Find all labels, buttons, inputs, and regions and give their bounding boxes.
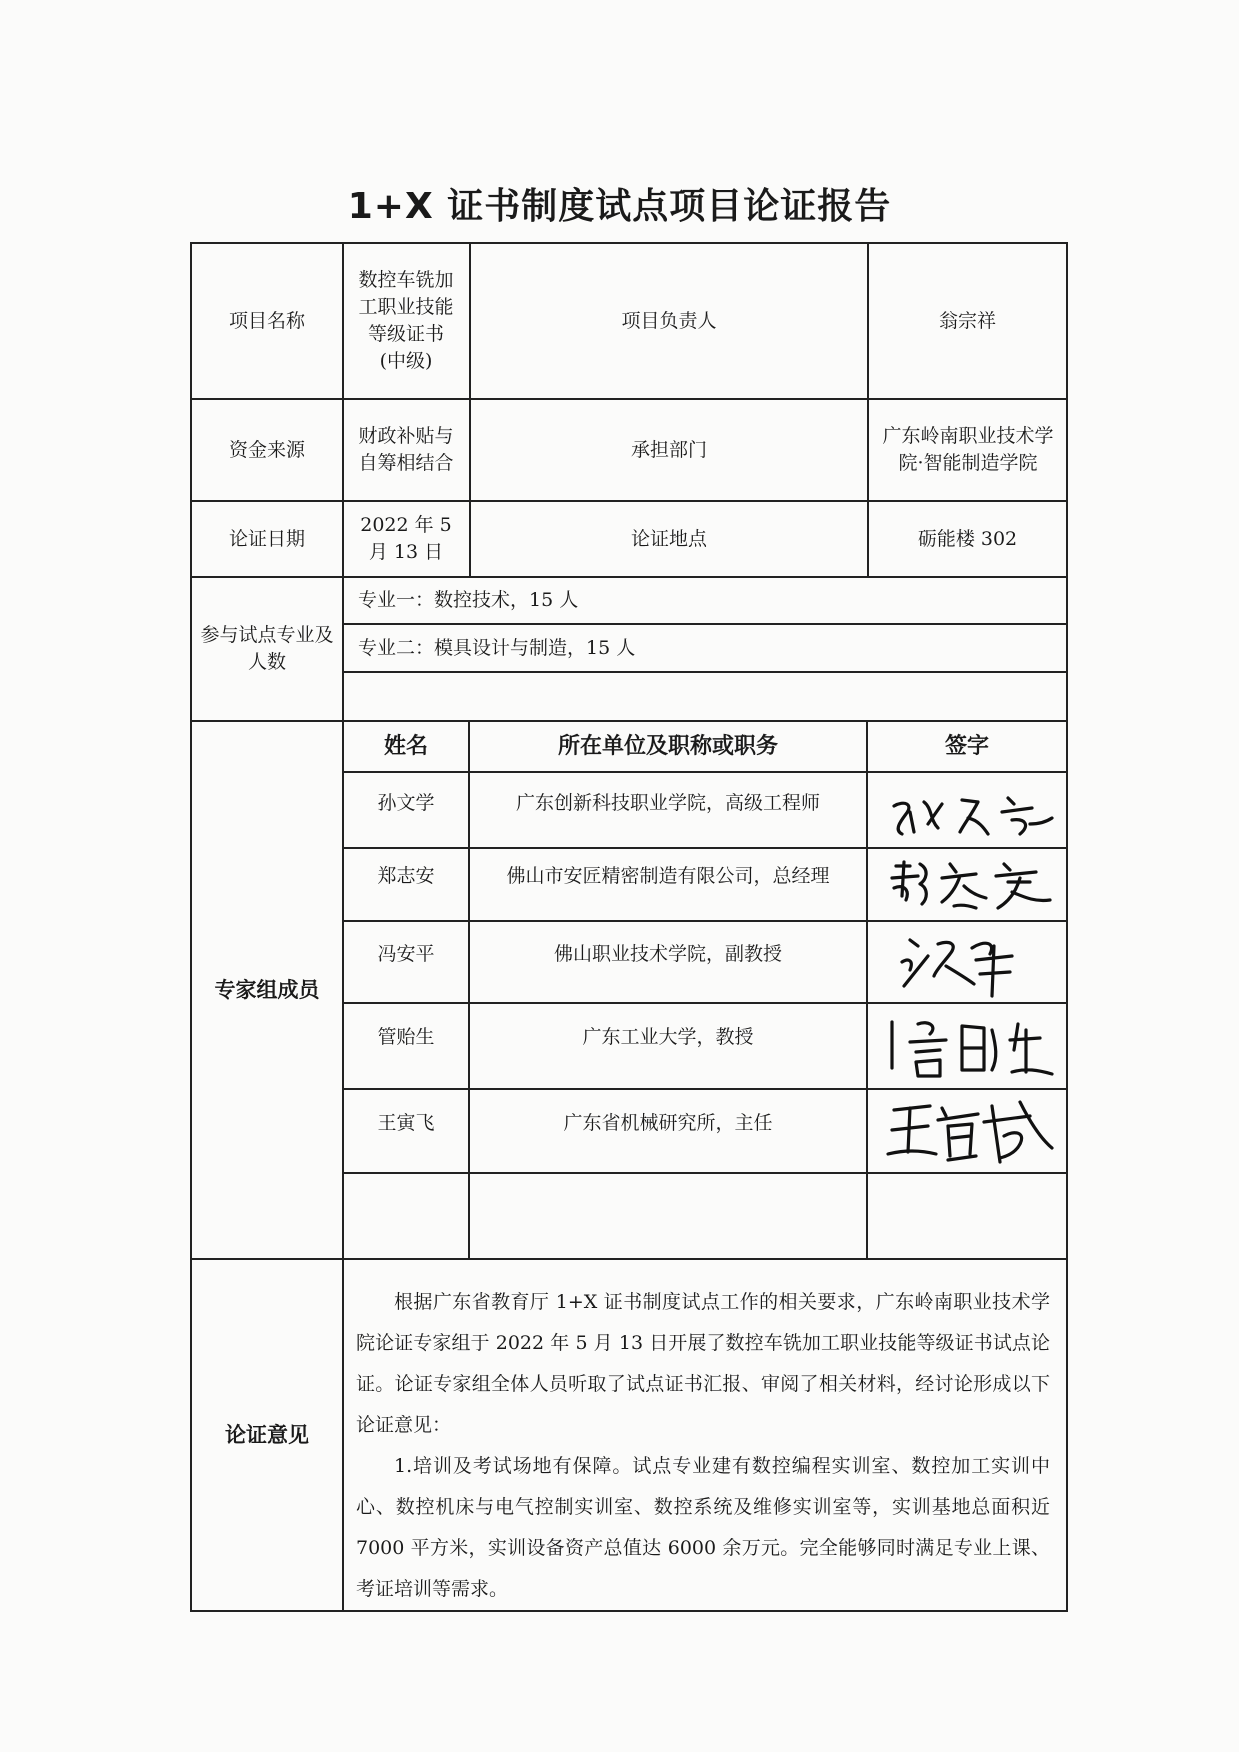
signature-4 — [880, 1010, 1060, 1084]
signature-3 — [880, 926, 1060, 1002]
header-sign: 签字 — [944, 734, 989, 759]
header-name: 姓名 — [383, 734, 428, 759]
expert-unit: 广东省机械研究所，主任 — [563, 1111, 773, 1134]
project-name-value: 数控车铣加工职业技能等级证书(中级) — [358, 269, 454, 372]
opinion-paragraph: 根据广东省教育厅 1+X 证书制度试点工作的相关要求，广东岭南职业技术学院论证专家组于 2022 年 5 月 13 日开展了数控车铣加工职业技能等级证书试点论证。论证专家组全体人员听取了试点证书汇报、审阅了相关材料，经讨论形成以下论证意见： — [356, 1291, 1050, 1436]
row-divider — [342, 671, 1068, 673]
opinion-paragraph: 1.培训及考试场地有保障。试点专业建有数控编程实训室、数控加工实训中心、数控机床与电气控制实训室、数控系统及维修实训室等，实训基地总面积近 7000 平方米，实训设备资产总值达 6000 余万元。完全能够同时满足专业上课、考证培训等需求。 — [356, 1455, 1050, 1600]
funding-label: 资金来源 — [228, 438, 305, 461]
expert-unit: 佛山市安匠精密制造有限公司，总经理 — [506, 864, 830, 887]
dept-label: 承担部门 — [630, 438, 707, 461]
expert-name: 孙文学 — [377, 791, 435, 814]
major-2: 专业二：模具设计与制造，15 人 — [358, 636, 636, 659]
expert-unit: 佛山职业技术学院，副教授 — [553, 942, 782, 965]
funding-value: 财政补贴与自筹相结合 — [358, 425, 454, 474]
opinion-text — [356, 1282, 1050, 1610]
row-divider — [342, 1172, 1068, 1174]
document-title: 1+X 证书制度试点项目论证报告 — [347, 186, 892, 227]
expert-name: 管贻生 — [377, 1025, 435, 1048]
major-1: 专业一：数控技术，15 人 — [358, 589, 579, 611]
signature-2 — [880, 852, 1060, 916]
expert-unit: 广东工业大学，教授 — [582, 1025, 754, 1048]
project-name-label: 项目名称 — [228, 309, 305, 332]
signature-1 — [880, 784, 1060, 844]
place-label: 论证地点 — [630, 527, 707, 550]
opinion-label: 论证意见 — [225, 1422, 309, 1447]
expert-name: 郑志安 — [377, 864, 435, 887]
place-value: 砺能楼 302 — [917, 527, 1018, 550]
majors-label: 参与试点专业及人数 — [200, 624, 334, 673]
expert-unit: 广东创新科技职业学院，高级工程师 — [515, 791, 820, 814]
col-divider — [866, 720, 868, 1260]
dept-value: 广东岭南职业技术学院·智能制造学院 — [882, 425, 1054, 474]
experts-label: 专家组成员 — [214, 977, 320, 1002]
leader-value: 翁宗祥 — [938, 309, 996, 332]
leader-label: 项目负责人 — [621, 309, 717, 332]
header-unit: 所在单位及职称或职务 — [557, 734, 778, 759]
date-label: 论证日期 — [228, 527, 305, 550]
date-value: 2022 年 5 月 13 日 — [360, 514, 452, 563]
expert-name: 冯安平 — [377, 942, 435, 965]
signature-5 — [880, 1092, 1060, 1170]
expert-name: 王寅飞 — [377, 1111, 435, 1134]
